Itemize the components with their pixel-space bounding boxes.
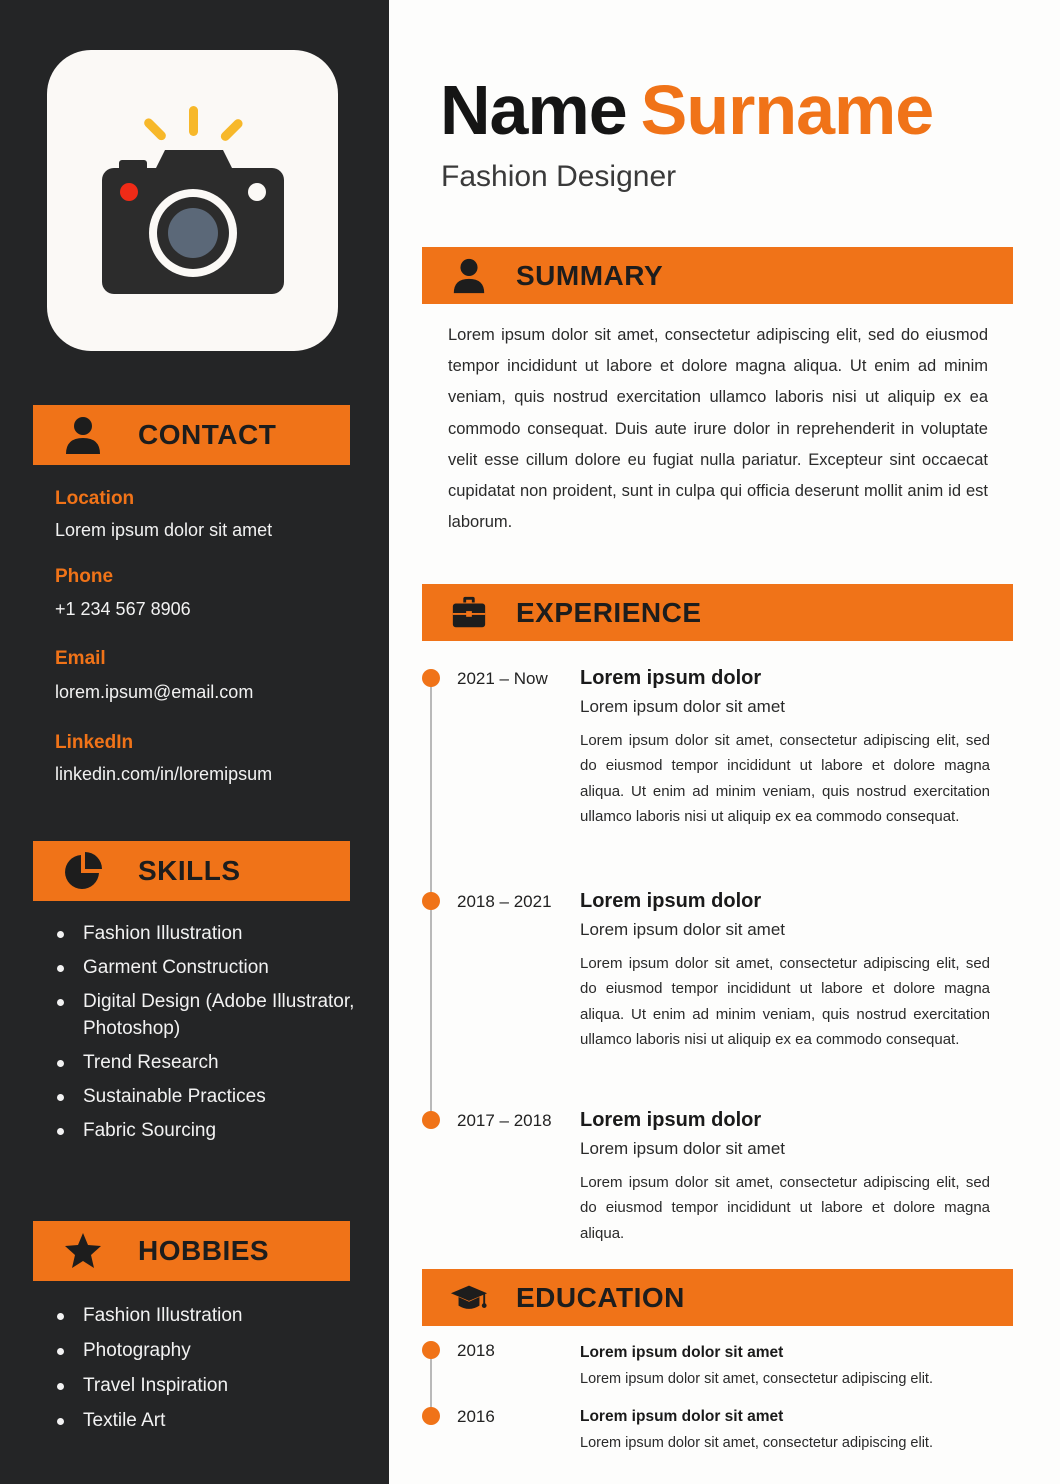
first-name: Name <box>440 71 627 149</box>
contact-heading-bar <box>33 405 350 465</box>
summary-heading-bar <box>422 247 1013 304</box>
experience-heading: EXPERIENCE <box>516 597 702 628</box>
list-item: Sustainable Practices <box>55 1083 365 1110</box>
experience-title: Lorem ipsum dolor <box>580 667 762 689</box>
contact-phone-label: Phone <box>55 566 114 587</box>
graduation-cap-icon <box>450 1279 488 1317</box>
experience-subtitle: Lorem ipsum dolor sit amet <box>580 1139 786 1158</box>
experience-date: 2021 – Now <box>457 669 548 688</box>
timeline-dot <box>422 669 440 687</box>
timeline-dot <box>422 1111 440 1129</box>
summary-text: Lorem ipsum dolor sit amet, consectetur adipiscing elit, sed do eiusmod tempor incididunt ut labore et dolore magna aliqua. Ut enim ad minim veniam, quis nostrud exercitation ullamco laboris nisi ut aliquip ex ea commodo consequat. Duis aute irure dolor in reprehenderit in voluptate velit esse cillum dolore eu fugiat nulla pariatur. Excepteur sint occaecat cupidatat non proident, sunt in culpa qui officia deserunt mollit anim id est laborum. <box>448 326 988 532</box>
list-item: Travel Inspiration <box>55 1372 365 1399</box>
bullet-icon <box>57 931 64 938</box>
star-icon <box>63 1231 103 1271</box>
experience-date: 2018 – 2021 <box>457 892 552 911</box>
list-item: Digital Design (Adobe Illustrator, Photoshop) <box>55 988 365 1042</box>
bullet-icon <box>57 1383 64 1390</box>
full-name <box>440 70 933 150</box>
timeline-dot <box>422 1407 440 1425</box>
education-heading: EDUCATION <box>516 1282 685 1313</box>
briefcase-icon <box>450 594 488 632</box>
experience-description: Lorem ipsum dolor sit amet, consectetur adipiscing elit, sed do eiusmod tempor incididunt ut labore et dolore magna aliqua. <box>580 1174 990 1242</box>
job-title: Fashion Designer <box>441 160 677 193</box>
camera-icon <box>47 50 338 351</box>
sidebar <box>0 0 389 1484</box>
list-item: Fashion Illustration <box>55 920 365 947</box>
experience-description: Lorem ipsum dolor sit amet, consectetur adipiscing elit, sed do eiusmod tempor incididunt ut labore et dolore magna aliqua. Ut enim ad minim veniam, quis nostrud exercitation ullamco laboris nisi ut aliquip ex ea commodo consequat. <box>580 732 990 825</box>
timeline-dot <box>422 1341 440 1359</box>
list-item: Trend Research <box>55 1049 365 1076</box>
education-year: 2016 <box>457 1407 495 1426</box>
experience-subtitle: Lorem ipsum dolor sit amet <box>580 697 786 716</box>
bullet-icon <box>57 965 64 972</box>
list-item: Textile Art <box>55 1407 365 1434</box>
experience-title: Lorem ipsum dolor <box>580 890 762 912</box>
contact-email-value[interactable]: lorem.ipsum@email.com <box>55 682 254 702</box>
hobbies-heading-bar <box>33 1221 350 1281</box>
bullet-icon <box>57 1060 64 1067</box>
person-icon <box>63 415 103 455</box>
education-heading-bar <box>422 1269 1013 1326</box>
bullet-icon <box>57 1348 64 1355</box>
education-year: 2018 <box>457 1341 495 1360</box>
summary-heading: SUMMARY <box>516 260 664 291</box>
list-item: Fashion Illustration <box>55 1302 365 1329</box>
list-item: Garment Construction <box>55 954 365 981</box>
bullet-icon <box>57 1094 64 1101</box>
experience-description: Lorem ipsum dolor sit amet, consectetur adipiscing elit, sed do eiusmod tempor incididunt ut labore et dolore magna aliqua. Ut enim ad minim veniam, quis nostrud exercitation ullamco laboris nisi ut aliquip ex ea commodo consequat. <box>580 955 990 1048</box>
experience-heading-bar <box>422 584 1013 641</box>
education-title: Lorem ipsum dolor sit amet <box>580 1344 784 1361</box>
education-title: Lorem ipsum dolor sit amet <box>580 1408 784 1425</box>
hobbies-heading: HOBBIES <box>138 1235 270 1266</box>
list-item: Fabric Sourcing <box>55 1117 365 1144</box>
skills-list <box>55 920 365 1144</box>
education-description: Lorem ipsum dolor sit amet, consectetur adipiscing elit. <box>580 1435 933 1451</box>
person-icon <box>450 257 488 295</box>
contact-phone-value[interactable]: +1 234 567 8906 <box>55 599 191 619</box>
profile-photo <box>47 50 338 351</box>
bullet-icon <box>57 1418 64 1425</box>
contact-heading: CONTACT <box>138 419 277 450</box>
experience-title: Lorem ipsum dolor <box>580 1109 762 1131</box>
bullet-icon <box>57 1128 64 1135</box>
timeline-dot <box>422 892 440 910</box>
contact-linkedin-value[interactable]: linkedin.com/in/loremipsum <box>55 764 273 784</box>
hobbies-list <box>55 1302 365 1434</box>
contact-email-label: Email <box>55 648 106 669</box>
pie-chart-icon <box>63 851 103 891</box>
list-item: Photography <box>55 1337 365 1364</box>
last-name: Surname <box>640 71 934 149</box>
contact-location-label: Location <box>55 488 135 509</box>
skills-heading: SKILLS <box>138 855 241 886</box>
bullet-icon <box>57 999 64 1006</box>
experience-date: 2017 – 2018 <box>457 1111 552 1130</box>
education-description: Lorem ipsum dolor sit amet, consectetur adipiscing elit. <box>580 1371 933 1387</box>
skills-heading-bar <box>33 841 350 901</box>
bullet-icon <box>57 1313 64 1320</box>
contact-linkedin-label: LinkedIn <box>55 732 134 753</box>
contact-location-value: Lorem ipsum dolor sit amet <box>55 520 273 540</box>
experience-subtitle: Lorem ipsum dolor sit amet <box>580 920 786 939</box>
